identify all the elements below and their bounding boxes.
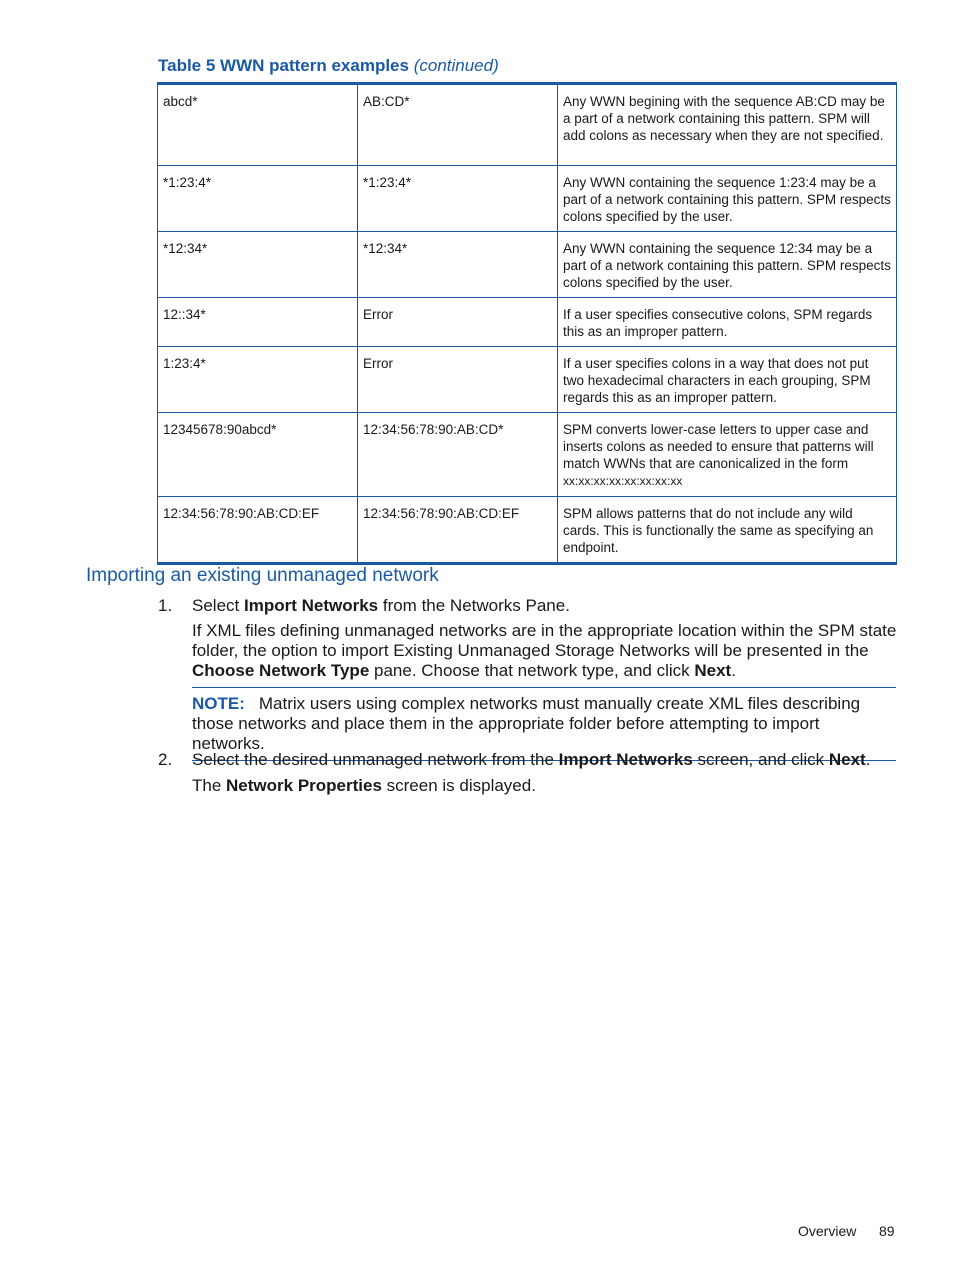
step-1-detail: If XML files defining unmanaged networks are in the appropriate location within the SPM state folder, the option to import Existing Unmanaged Storage Networks will be presented in the Choose Network Type pane. Choose that network type, and click Next. xyxy=(192,621,897,680)
table-cell: *12:34* xyxy=(358,232,558,298)
step-2-detail: The Network Properties screen is displayed. xyxy=(192,776,536,795)
wwn-pattern-table xyxy=(157,82,897,565)
table-row xyxy=(158,166,897,232)
note-text: Matrix users using complex networks must manually create XML files describing those networks and place them in the appropriate folder before attempting to import networks. xyxy=(192,694,861,753)
table-cell: SPM allows patterns that do not include any wild cards. This is functionally the same as specifying an endpoint. xyxy=(558,497,897,564)
table-cell: Any WWN containing the sequence 1:23:4 may be a part of a network containing this pattern. SPM respects colons specified by the user. xyxy=(558,166,897,232)
table-cell xyxy=(558,413,897,497)
table-cell: 12:34:56:78:90:AB:CD* xyxy=(358,413,558,497)
table-cell: 12:34:56:78:90:AB:CD:EF xyxy=(358,497,558,564)
table-cell: Error xyxy=(358,298,558,347)
footer-section-name: Overview xyxy=(798,1223,857,1239)
table-cell: abcd* xyxy=(158,84,358,166)
table-row xyxy=(158,84,897,166)
table-caption-title: Table 5 WWN pattern examples xyxy=(158,56,409,75)
table-cell: If a user specifies consecutive colons, SPM regards this as an improper pattern. xyxy=(558,298,897,347)
table-cell: 1:23:4* xyxy=(158,347,358,413)
table-caption xyxy=(158,56,499,76)
wwn-form-example: xx:xx:xx:xx:xx:xx:xx:xx xyxy=(563,474,683,488)
table-caption-continued: (continued) xyxy=(413,56,499,75)
table-cell: Any WWN containing the sequence 12:34 may be a part of a network containing this pattern. SPM respects colons specified by the user. xyxy=(558,232,897,298)
step-number: 1. xyxy=(158,596,173,615)
table-row xyxy=(158,232,897,298)
table-cell: If a user specifies colons in a way that does not put two hexadecimal characters in each grouping, SPM regards this as an improper pattern. xyxy=(558,347,897,413)
table-cell: 12::34* xyxy=(158,298,358,347)
page-number: 89 xyxy=(879,1223,895,1239)
step-text: Select the desired unmanaged network from the Import Networks screen, and click Next. xyxy=(192,750,871,769)
table-cell: *12:34* xyxy=(158,232,358,298)
table-cell: Any WWN begining with the sequence AB:CD may be a part of a network containing this pattern. SPM will add colons as necessary when they are not specified. xyxy=(558,84,897,166)
section-heading: Importing an existing unmanaged network xyxy=(86,565,439,586)
table-cell: *1:23:4* xyxy=(358,166,558,232)
table-cell: Error xyxy=(358,347,558,413)
table-cell: *1:23:4* xyxy=(158,166,358,232)
step-number: 2. xyxy=(158,750,173,769)
table-row xyxy=(158,413,897,497)
table-row xyxy=(158,497,897,564)
table-cell-text: SPM converts lower-case letters to upper case and inserts colons as needed to ensure that patterns will match WWNs that are canonicalized in the form xyxy=(563,422,874,471)
table-cell: 12345678:90abcd* xyxy=(158,413,358,497)
table-cell: AB:CD* xyxy=(358,84,558,166)
table-row xyxy=(158,347,897,413)
table-cell: 12:34:56:78:90:AB:CD:EF xyxy=(158,497,358,564)
table-row xyxy=(158,298,897,347)
step-text: Select Import Networks from the Networks Pane. xyxy=(192,596,570,615)
note-label: NOTE: xyxy=(192,694,245,713)
